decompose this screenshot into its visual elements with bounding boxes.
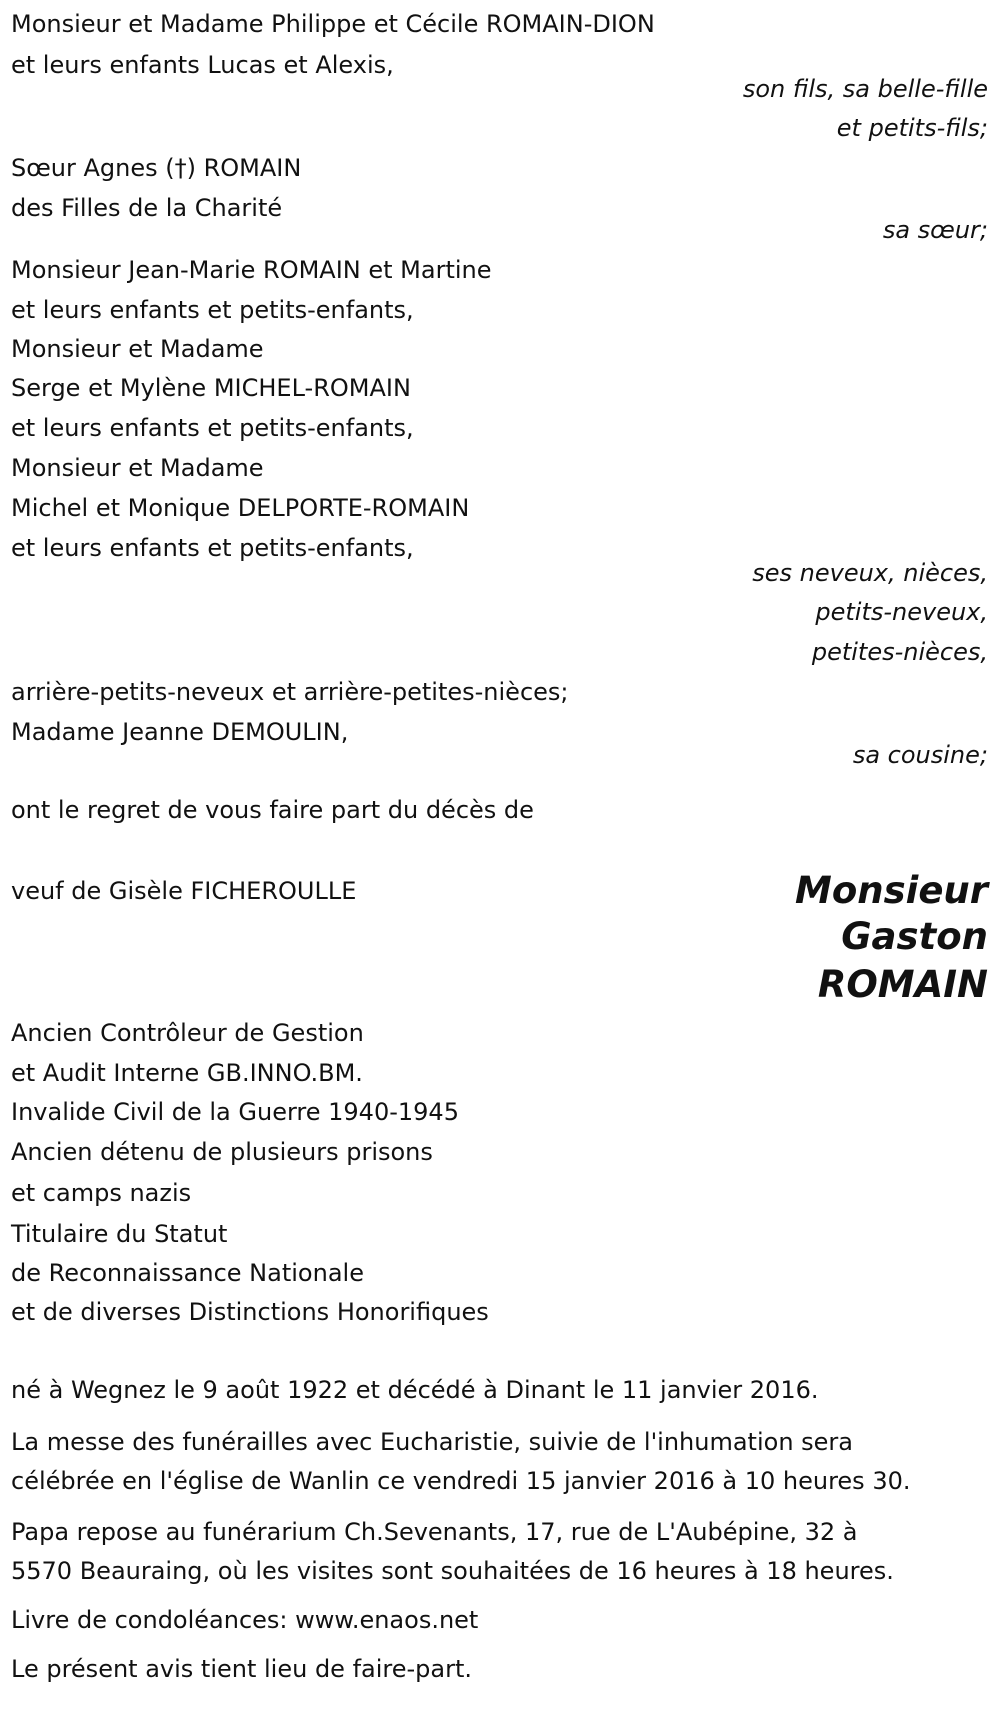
title-line: Invalide Civil de la Guerre 1940-1945 [11, 1098, 459, 1126]
title-line: et camps nazis [11, 1179, 192, 1207]
deceased-name-line: Gaston [841, 915, 988, 958]
detail-line: Papa repose au funérarium Ch.Sevenants, 17, rue de L'Aubépine, 32 à [11, 1518, 858, 1546]
detail-line: Le présent avis tient lieu de faire-part. [11, 1655, 473, 1683]
family-line: Monsieur et Madame [11, 454, 264, 482]
title-line: Titulaire du Statut [11, 1220, 228, 1248]
family-line: Serge et Mylène MICHEL-ROMAIN [11, 374, 411, 402]
relation-label: et petits-fils; [836, 114, 988, 142]
family-line: Monsieur Jean-Marie ROMAIN et Martine [11, 256, 492, 284]
detail-line: La messe des funérailles avec Eucharistie, suivie de l'inhumation sera [11, 1428, 854, 1456]
family-line: Monsieur et Madame Philippe et Cécile ROMAIN-DION [11, 10, 655, 38]
title-line: de Reconnaissance Nationale [11, 1259, 364, 1287]
family-line: et leurs enfants et petits-enfants, [11, 534, 414, 562]
relation-label: son fils, sa belle-fille [742, 75, 988, 103]
relation-label: sa sœur; [882, 216, 988, 244]
title-line: et Audit Interne GB.INNO.BM. [11, 1059, 363, 1087]
relation-label: petites-nièces, [811, 638, 988, 666]
deceased-name-line: ROMAIN [817, 963, 988, 1006]
family-line: Monsieur et Madame [11, 335, 264, 363]
family-line: et leurs enfants et petits-enfants, [11, 414, 414, 442]
relation-label: petits-neveux, [815, 598, 988, 626]
title-line: Ancien Contrôleur de Gestion [11, 1019, 364, 1047]
detail-line: célébrée en l'église de Wanlin ce vendredi 15 janvier 2016 à 10 heures 30. [11, 1467, 911, 1495]
detail-line: Livre de condoléances: www.enaos.net [11, 1606, 479, 1634]
family-line: et leurs enfants Lucas et Alexis, [11, 51, 394, 79]
family-line: Michel et Monique DELPORTE-ROMAIN [11, 494, 470, 522]
relation-label: ses neveux, nièces, [752, 559, 988, 587]
detail-line: né à Wegnez le 9 août 1922 et décédé à Dinant le 11 janvier 2016. [11, 1376, 819, 1404]
relation-label: sa cousine; [852, 741, 988, 769]
announcement: ont le regret de vous faire part du décès de [11, 796, 534, 824]
deceased-name-line: Monsieur [795, 869, 988, 912]
title-line: Ancien détenu de plusieurs prisons [11, 1138, 433, 1166]
family-line: des Filles de la Charité [11, 194, 283, 222]
widower-line: veuf de Gisèle FICHEROULLE [11, 877, 357, 905]
family-line: Sœur Agnes (†) ROMAIN [11, 154, 302, 182]
detail-line: 5570 Beauraing, où les visites sont souhaitées de 16 heures à 18 heures. [11, 1557, 894, 1585]
family-line: Madame Jeanne DEMOULIN, [11, 718, 349, 746]
title-line: et de diverses Distinctions Honorifiques [11, 1298, 489, 1326]
family-line: et leurs enfants et petits-enfants, [11, 296, 414, 324]
family-line: arrière-petits-neveux et arrière-petites-nièces; [11, 678, 569, 706]
